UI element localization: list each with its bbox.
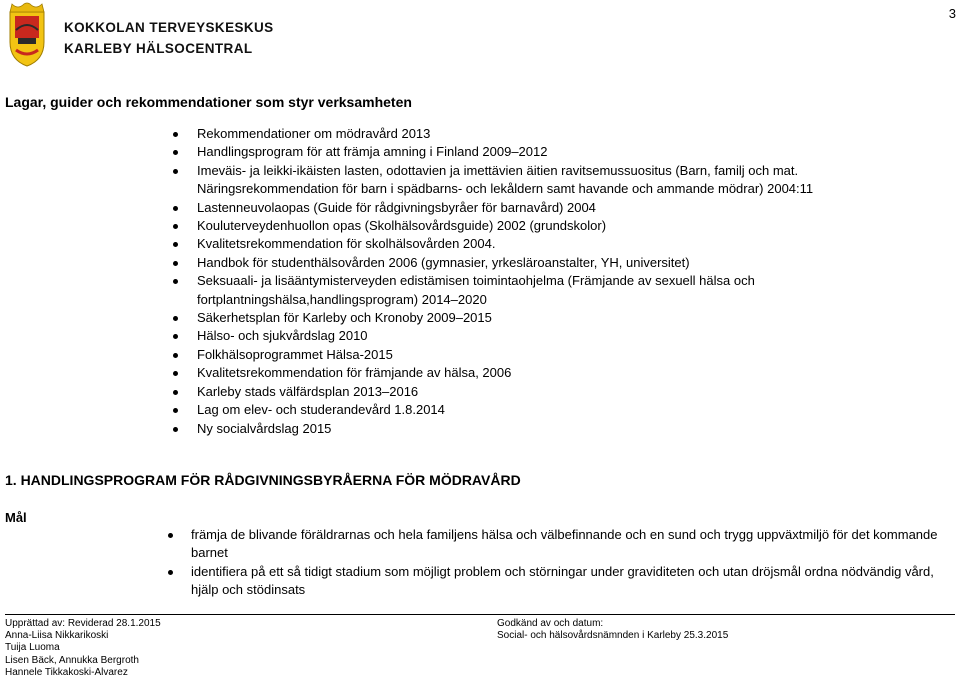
recommendations-list — [0, 125, 955, 438]
list-item: identifiera på ett så tidigt stadium som möjligt problem och störningar under graviditeten och utan dröjsmål ordna nödvändig vård, hjälp och stödinsats — [0, 563, 960, 600]
goals-list — [0, 526, 960, 600]
list-item: Lastenneuvolaopas (Guide för rådgivningsbyråer för barnavård) 2004 — [0, 199, 955, 217]
list-item: främja de blivande föräldrarnas och hela familjens hälsa och välbefinnande och en sund och trygg uppväxtmiljö för det kommande barnet — [0, 526, 960, 563]
organization-name-finnish: KOKKOLAN TERVEYSKESKUS — [64, 20, 274, 35]
list-item: Säkerhetsplan för Karleby och Kronoby 2009–2015 — [0, 309, 955, 327]
list-item: Rekommendationer om mödravård 2013 — [0, 125, 955, 143]
footer-authors — [5, 618, 161, 679]
section-heading-laws: Lagar, guider och rekommendationer som styr verksamheten — [5, 94, 412, 110]
goals-label: Mål — [5, 510, 27, 525]
list-item: Hälso- och sjukvårdslag 2010 — [0, 327, 955, 345]
footer-author: Lisen Bäck, Annukka Bergroth — [5, 654, 139, 666]
page-number: 3 — [948, 6, 956, 21]
footer-approved-label: Godkänd av och datum: — [497, 618, 604, 629]
footer-revised-line: Upprättad av: Reviderad 28.1.2015 — [5, 618, 161, 629]
footer-author: Hannele Tikkakoski-Alvarez — [5, 666, 128, 678]
footer-approved-by: Social- och hälsovårdsnämnden i Karleby 25.3.2015 — [497, 630, 729, 642]
list-item: Lag om elev- och studerandevård 1.8.2014 — [0, 401, 955, 419]
list-item: Ny socialvårdslag 2015 — [0, 420, 955, 438]
footer-approval — [497, 618, 728, 642]
list-item: Seksuaali- ja lisääntymisterveyden edistämisen toimintaohjelma (Främjande av sexuell hälsa och fortplantningshälsa,handlingsprogram) 2014–2020 — [0, 272, 955, 309]
list-item: Karleby stads välfärdsplan 2013–2016 — [0, 383, 955, 401]
list-item: Kvalitetsrekommendation för skolhälsovården 2004. — [0, 235, 955, 253]
list-item: Handlingsprogram för att främja amning i Finland 2009–2012 — [0, 143, 955, 161]
list-item: Handbok för studenthälsovården 2006 (gymnasier, yrkesläroanstalter, YH, universitet) — [0, 254, 955, 272]
list-item: Folkhälsoprogrammet Hälsa-2015 — [0, 346, 955, 364]
organization-name-swedish: KARLEBY HÄLSOCENTRAL — [64, 41, 253, 56]
list-item: Imeväis- ja leikki-ikäisten lasten, odottavien ja imettävien äitien ravitsemussuositus (Barn, familj och mat. — [0, 162, 955, 180]
list-item: Kvalitetsrekommendation för främjande av hälsa, 2006 — [0, 364, 955, 382]
footer-divider — [5, 614, 955, 615]
footer-author: Anna-Liisa Nikkarikoski — [5, 630, 109, 642]
coat-of-arms-logo — [4, 2, 50, 68]
section-heading-program: 1. HANDLINGSPROGRAM FÖR RÅDGIVNINGSBYRÅERNA FÖR MÖDRAVÅRD — [5, 472, 521, 488]
footer-author: Tuija Luoma — [5, 642, 60, 654]
list-item-continuation: Näringsrekommendation för barn i spädbarns- och lekåldern samt havande och ammande mödrar) 2004:11 — [197, 181, 814, 197]
list-item: Kouluterveydenhuollon opas (Skolhälsovårdsguide) 2002 (grundskolor) — [0, 217, 955, 235]
